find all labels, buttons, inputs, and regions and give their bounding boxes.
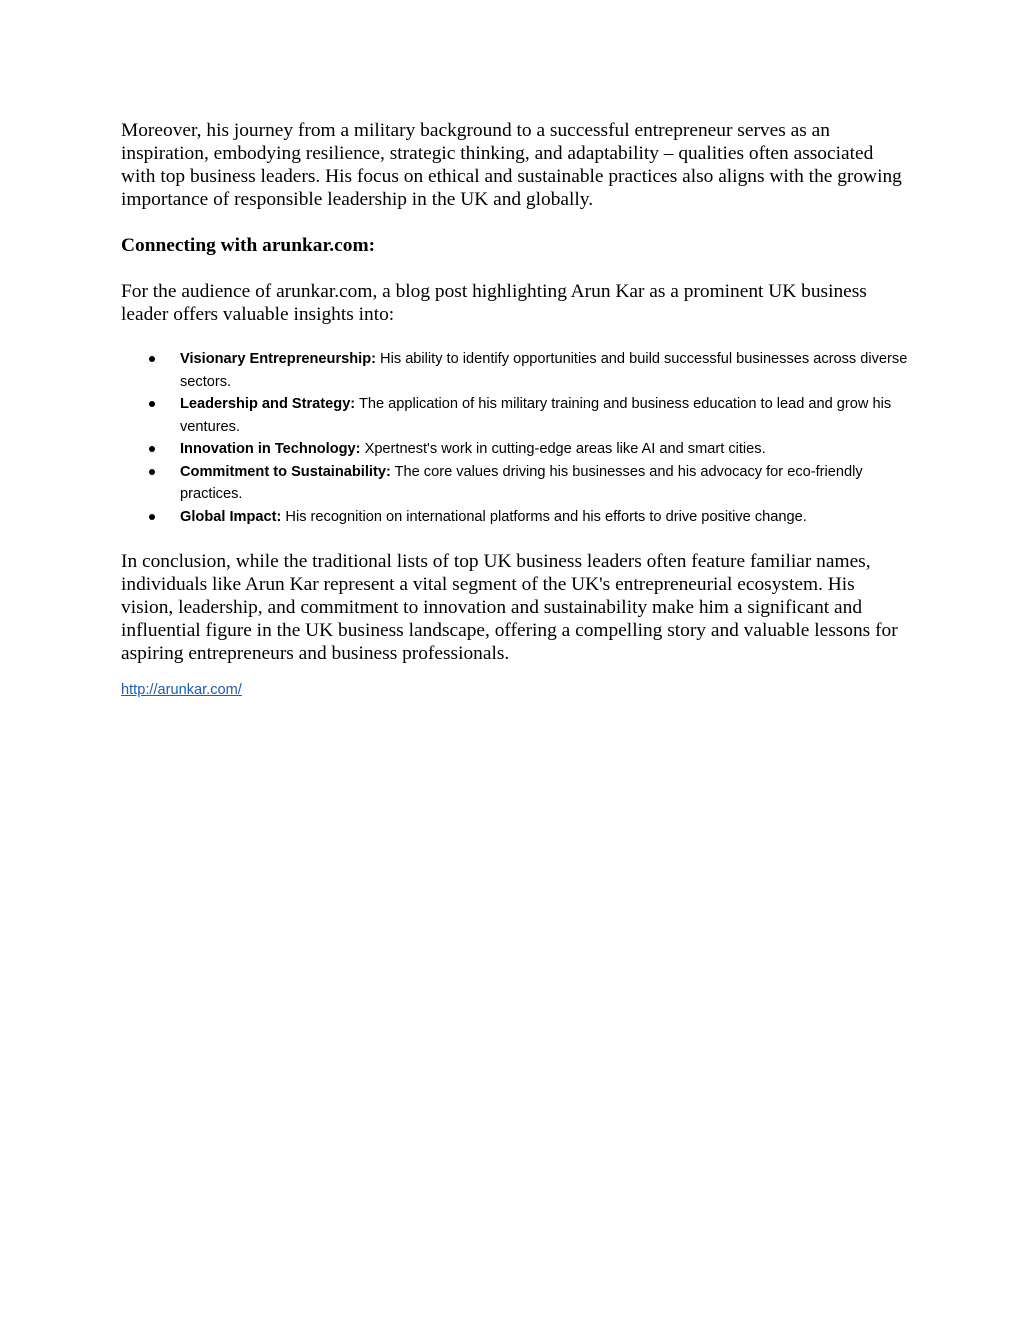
conclusion-paragraph: In conclusion, while the traditional lists of top UK business leaders often feature familiar names, individuals like Arun Kar represent a vital segment of the UK's entrepreneurial ecosystem. His vision, leadership, and commitment to innovation and sustainability make him a significant and influential figure in the UK business landscape, offering a compelling story and valuable lessons for aspiring entrepreneurs and business professionals. — [121, 551, 898, 664]
list-item-title: Global Impact: — [180, 508, 282, 525]
list-item-text: His recognition on international platforms and his efforts to drive positive change. — [281, 508, 807, 525]
bullet-icon — [149, 401, 155, 407]
list-item-title: Leadership and Strategy: — [180, 396, 356, 412]
list-item — [121, 438, 911, 461]
audience-paragraph: For the audience of arunkar.com, a blog post highlighting Arun Kar as a prominent UK business leader offers valuable insights into: — [121, 281, 867, 325]
bullet-icon — [149, 446, 155, 452]
bullet-icon — [149, 356, 155, 362]
list-item — [121, 461, 911, 506]
list-item — [121, 506, 911, 529]
list-item — [121, 348, 911, 393]
bullet-icon — [149, 514, 155, 520]
intro-paragraph: Moreover, his journey from a military background to a successful entrepreneur serves as an inspiration, embodying resilience, strategic thinking, and adaptability – qualities often associated with top business leaders. His focus on ethical and sustainable practices also aligns with the growing importance of responsible leadership in the UK and globally. — [121, 120, 902, 210]
insights-list — [121, 348, 911, 528]
section-heading: Connecting with arunkar.com: — [121, 235, 376, 256]
document-page — [121, 119, 911, 701]
list-item-title: Commitment to Sustainability: — [180, 463, 391, 480]
list-item-text: The core values driving his businesses and his advocacy for eco-friendly practices. — [180, 463, 863, 502]
list-item-title: Visionary Entrepreneurship: — [180, 351, 376, 367]
list-item — [121, 393, 911, 438]
list-item-text: Xpertnest's work in cutting-edge areas like AI and smart cities. — [360, 441, 766, 457]
list-item-text: His ability to identify opportunities and build successful businesses across diverse sectors. — [180, 351, 908, 390]
website-link[interactable]: http://arunkar.com/ — [121, 682, 242, 698]
list-item-text: The application of his military training and business education to lead and grow his ventures. — [180, 396, 892, 435]
list-item-title: Innovation in Technology: — [180, 441, 361, 457]
bullet-icon — [149, 469, 155, 475]
